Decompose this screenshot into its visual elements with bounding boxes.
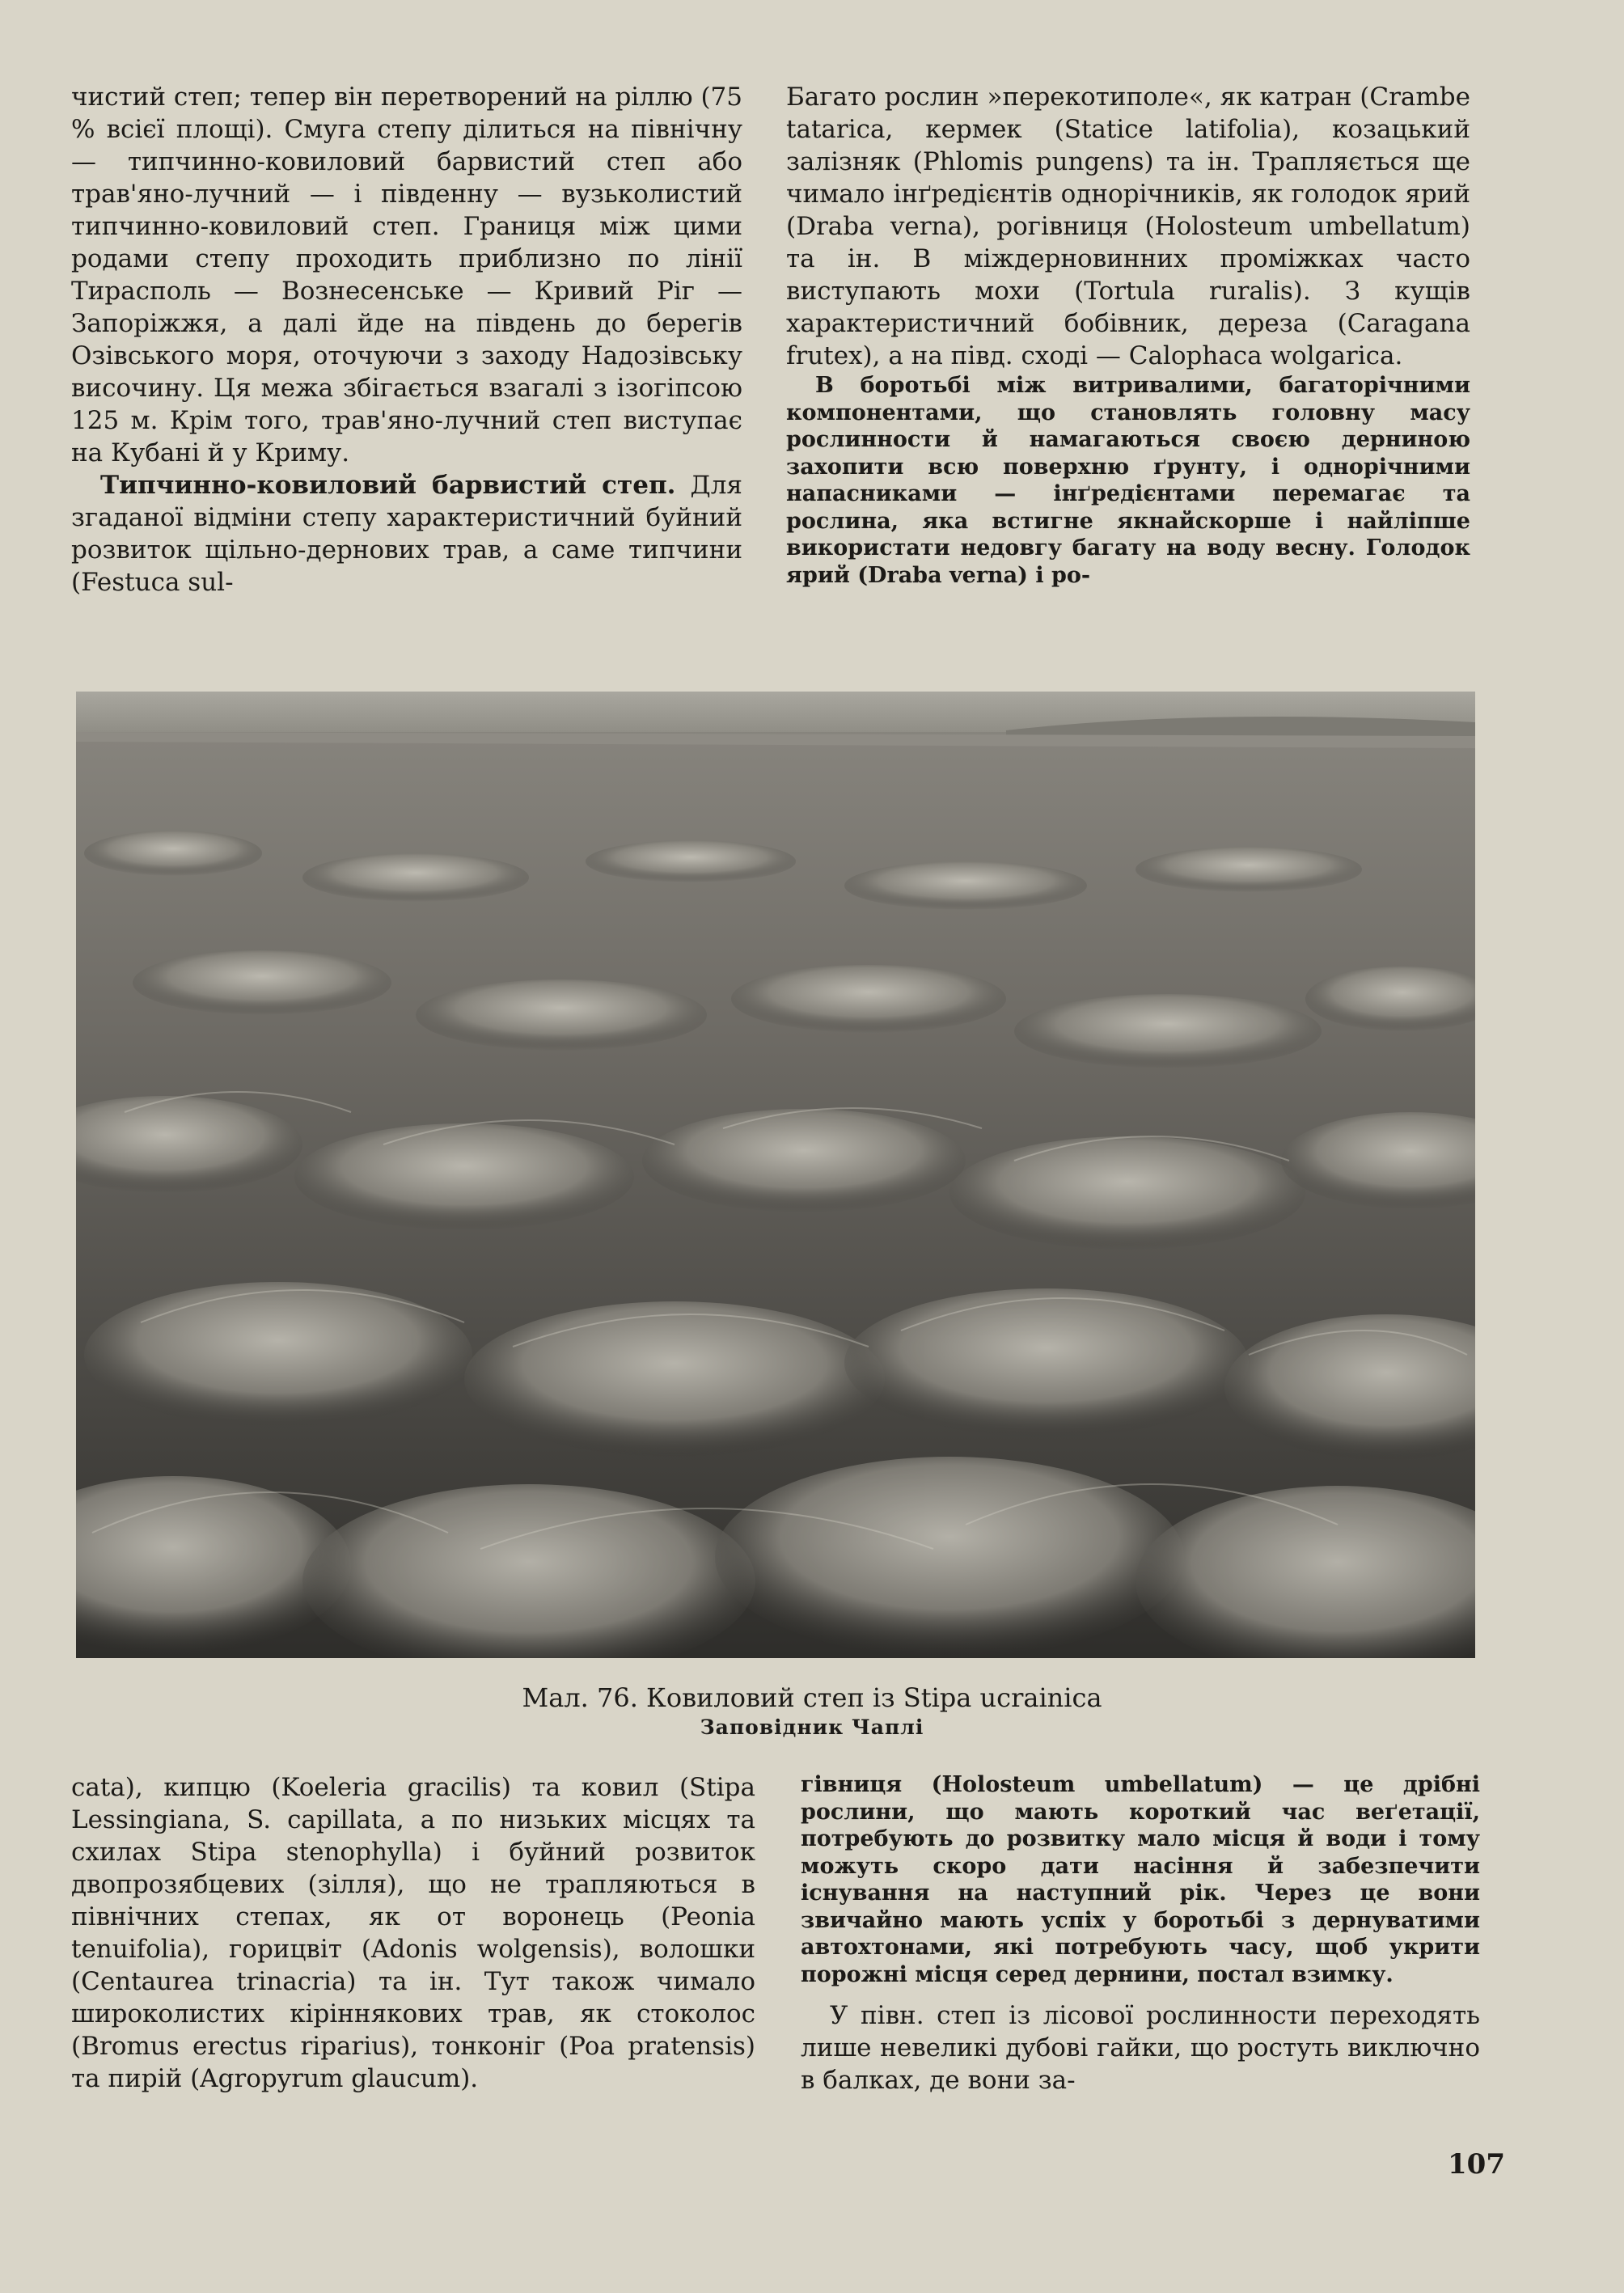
text-column-top-left xyxy=(71,81,742,599)
paragraph: У півн. степ із лісової рослинности переходять лише невеликі дубові гайки, що ростуть виключно в балках, де вони за- xyxy=(801,2001,1480,2095)
text-column-bottom-right xyxy=(801,1771,1480,2096)
paragraph-text: Для згаданої відміни степу характеристичний буйний розвиток щільно-дернових трав, а саме типчини (Festuca sul- xyxy=(71,471,742,597)
text-column-bottom-left xyxy=(71,1771,755,2095)
section-heading: Типчинно-ковиловий барвистий степ. xyxy=(100,471,676,500)
steppe-photograph xyxy=(76,692,1475,1658)
figure-subcaption: Заповідник Чаплі xyxy=(700,1716,924,1739)
paragraph xyxy=(71,469,742,599)
paragraph: гівниця (Holosteum umbellatum) — це дрібні рослини, що мають короткий час веґетації, потребують до розвитку мало місця й води і тому можуть скоро дати насіння й забезпечити існування на наступний рік. Через це вони звичайно мають успіх у боротьбі з дернуватими автохтонами, які потребують часу, щоб укрити порожні місця серед дернини, постал взимку. xyxy=(801,1772,1480,1987)
paragraph: чистий степ; тепер він перетворений на ріллю (75 % всієї площі). Смуга степу ділиться на північну — типчинно-ковиловий барвистий степ або трав'яно-лучний — і південну — вузьколистий типчинно-ковиловий степ. Границя між цими родами степу проходить приблизно по лінії Тирасполь — Вознесенське — Кривий Ріг — Запоріжжя, а далі йде на південь до берегів Озівського моря, оточуючи з заходу Надозівську височину. Ця межа збігається взагалі з ізогіпсою 125 м. Крім того, трав'яно-лучний степ виступає на Кубані й у Криму. xyxy=(71,82,742,467)
paragraph: cata), кипцю (Koeleria gracilis) та ковил (Stipa Lessingiana, S. capillata, а по низьких місцях та схилах Stipa stenophylla) і буйний розвиток двопрозябцевих (зілля), що не трапляються в північних степах, як от воронець (Peonia tenuifolia), горицвіт (Adonis wolgensis), волошки (Centaurea trinacria) та ін. Тут також чимало широколистих кіріннякових трав, як стоколос (Bromus erectus riparius), тонконіг (Poa pratensis) та пирій (Agropyrum glaucum). xyxy=(71,1773,755,2093)
figure-caption: Мал. 76. Ковиловий степ із Stipa ucrainica xyxy=(522,1682,1102,1713)
paragraph: В боротьбі між витривалими, багаторічними компонентами, що становлять головну масу рослинности й намагаються своєю дерниною захопити всю поверхню ґрунту, і однорічними напасниками — інґредієнтами перемагає та рослина, яка встигне якнайскорше і найліпше використати недовгу багату на воду весну. Голодок ярий (Draba verna) і ро- xyxy=(786,373,1470,588)
paragraph: Багато рослин »перекотиполе«, як катран (Crambe tatarica, кермек (Statice latifolia), козацький залізняк (Phlomis pungens) та ін. Трапляється ще чимало інґредієнтів однорічників, як голодок ярий (Draba verna), рогівниця (Holosteum umbellatum) та ін. В міждерновинних проміжках часто виступають мохи (Tortula ruralis). З кущів характеристичний бобівник, дереза (Caragana frutex), а на півд. сході — Calophaca wolgarica. xyxy=(786,82,1470,370)
text-column-top-right xyxy=(786,81,1470,589)
page-number: 107 xyxy=(1448,2148,1505,2181)
